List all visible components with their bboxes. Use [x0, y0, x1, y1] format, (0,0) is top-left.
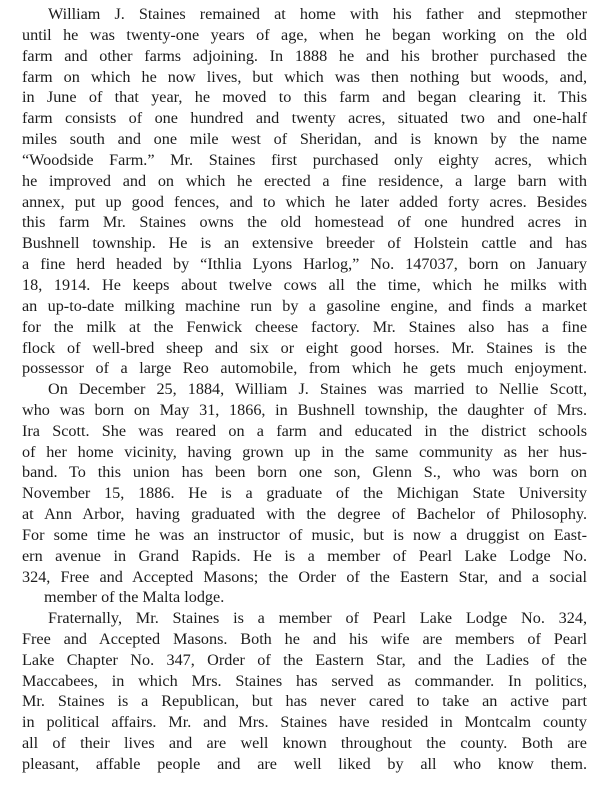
text-line: an up-to-date milking machine run by a gasoline engine, and finds a market	[22, 296, 587, 315]
text-line: ern avenue in Grand Rapids. He is a member of Pearl Lake Lodge No.	[22, 546, 587, 565]
text-line: farm consists of one hundred and twenty acres, situated two and one-half	[22, 109, 587, 128]
text-line: of her home vicinity, having grown up in the same community as her hus-	[22, 442, 587, 461]
text-line: who was born on May 31, 1866, in Bushnell township, the daughter of Mrs.	[22, 400, 587, 419]
text-line: pleasant, affable people and are well liked by all who know them.	[22, 754, 587, 773]
text-line: William J. Staines remained at home with his father and stepmother	[48, 5, 587, 23]
text-line: this farm Mr. Staines owns the old homestead of one hundred acres in	[22, 213, 587, 232]
text-line: until he was twenty-one years of age, when he began working on the old	[22, 25, 587, 44]
text-line: 18, 1914. He keeps about twelve cows all the time, which he milks with	[22, 275, 587, 294]
text-line: possessor of a large Reo automobile, from which he gets much enjoyment.	[22, 359, 587, 378]
text-line: band. To this union has been born one son, Glenn S., who was born on	[22, 463, 587, 482]
text-line: a fine herd headed by “Ithlia Lyons Harlog,” No. 147037, born on January	[22, 255, 587, 274]
text-line: Mr. Staines is a Republican, but has never cared to take an active part	[22, 692, 587, 711]
text-line: he improved and on which he erected a fine residence, a large barn with	[22, 171, 587, 190]
text-line: farm on which he now lives, but which was then nothing but woods, and,	[22, 67, 587, 86]
text-line: farm and other farms adjoining. In 1888 he and his brother purchased the	[22, 46, 587, 65]
text-line: Fraternally, Mr. Staines is a member of Pearl Lake Lodge No. 324,	[48, 609, 587, 627]
text-line: Maccabees, in which Mrs. Staines has served as commander. In politics,	[22, 671, 587, 690]
text-line: On December 25, 1884, William J. Staines was married to Nellie Scott,	[48, 380, 587, 398]
text-line: Bushnell township. He is an extensive breeder of Holstein cattle and has	[22, 234, 587, 253]
text-line: in political affairs. Mr. and Mrs. Staines have resided in Montcalm county	[22, 713, 587, 732]
paragraph-farm-history	[22, 4, 587, 379]
text-line: for the milk at the Fenwick cheese factory. Mr. Staines also has a fine	[22, 317, 587, 336]
text-line: member of the Malta lodge.	[44, 588, 225, 607]
text-line: all of their lives and are well known throughout the county. Both are	[22, 734, 587, 753]
text-line: “Woodside Farm.” Mr. Staines first purchased only eighty acres, which	[22, 150, 587, 169]
text-line: annex, put up good fences, and to which he later added forty acres. Besides	[22, 192, 587, 211]
text-line: at Ann Arbor, having graduated with the degree of Bachelor of Philosophy.	[22, 505, 587, 524]
text-line: Free and Accepted Masons. Both he and his wife are members of Pearl	[22, 629, 587, 648]
text-line: 324, Free and Accepted Masons; the Order of the Eastern Star, and a social	[22, 567, 587, 586]
text-line: miles south and one mile west of Sheridan, and is known by the name	[22, 130, 587, 149]
text-line: For some time he was an instructor of music, but is now a druggist on East-	[22, 525, 587, 544]
text-line: Lake Chapter No. 347, Order of the Eastern Star, and the Ladies of the	[22, 650, 587, 669]
text-line: Ira Scott. She was reared on a farm and educated in the district schools	[22, 421, 587, 440]
paragraph-fraternal-political	[22, 608, 587, 775]
text-line: flock of well-bred sheep and six or eight good horses. Mr. Staines is the	[22, 338, 587, 357]
paragraph-marriage-family	[22, 379, 587, 608]
text-line: in June of that year, he moved to this farm and began clearing it. This	[22, 88, 587, 107]
text-line: November 15, 1886. He is a graduate of the Michigan State University	[22, 484, 587, 503]
